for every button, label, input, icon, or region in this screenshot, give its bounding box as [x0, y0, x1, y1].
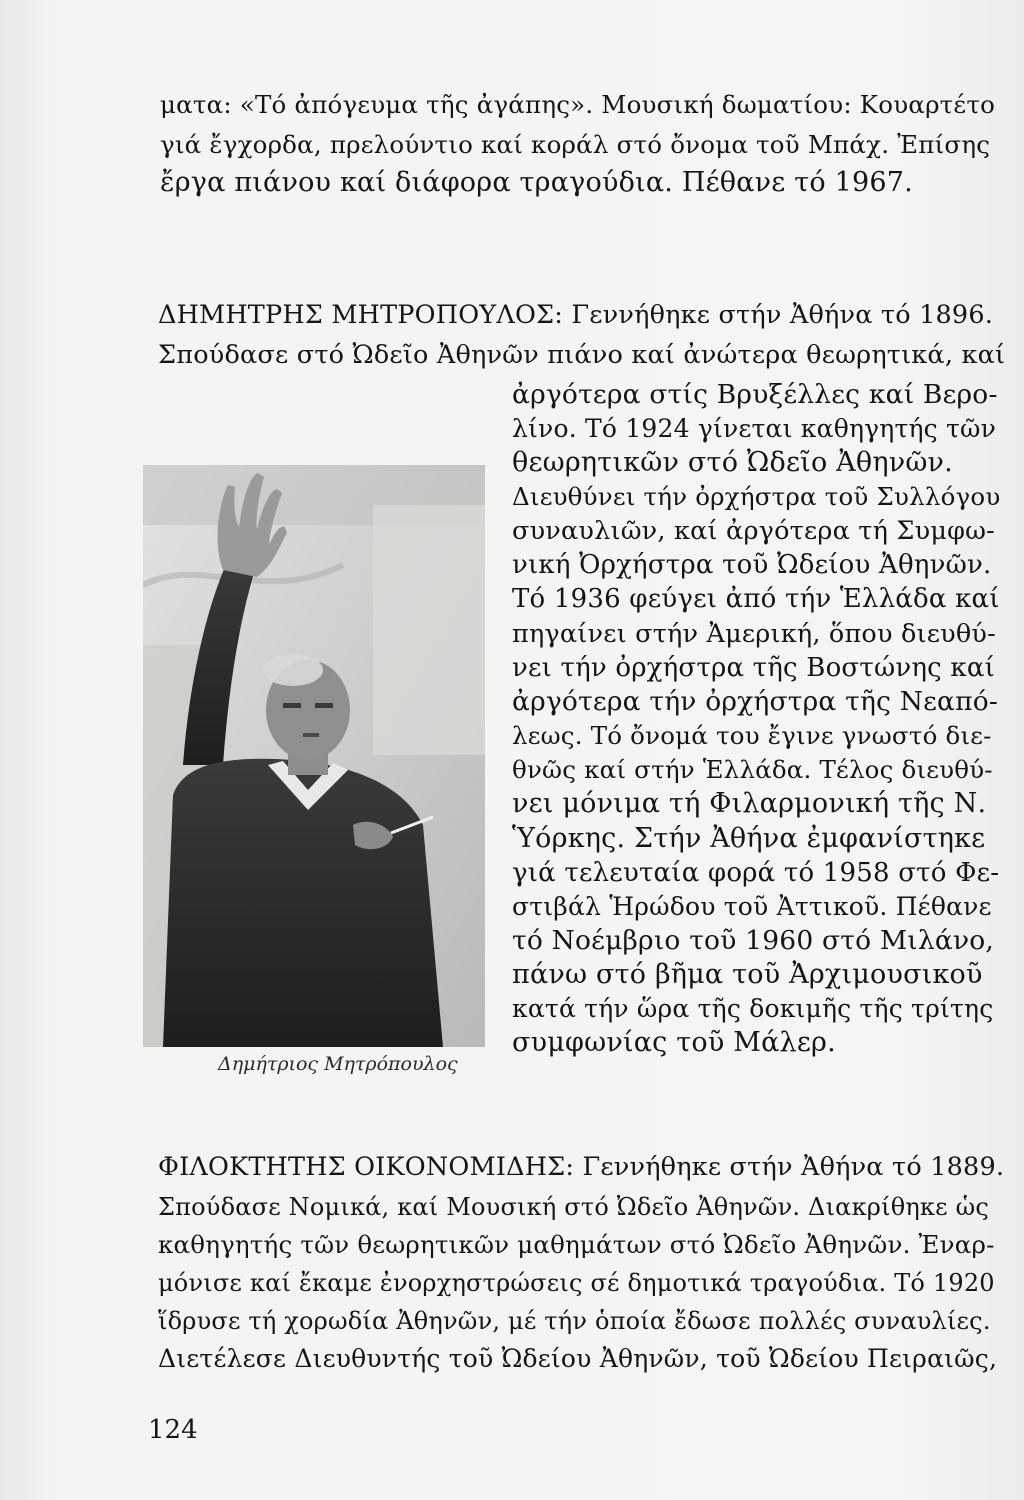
- mitropoulos-col-line: τό Νοέμβριο τοῦ 1960 στό Μιλάνο,: [512, 925, 995, 956]
- intro-line-1: ματα: «Τό ἀπόγευμα τῆς ἀγάπης». Μουσική δωματίου: Κουαρτέτο: [160, 90, 996, 119]
- intro-line-3: ἔργα πιάνου καί διάφορα τραγούδια. Πέθανε τό 1967.: [160, 167, 913, 198]
- oikonomidis-line: καθηγητής τῶν θεωρητικῶν μαθημάτων στό Ὠδεῖο Ἀθηνῶν. Ἐναρ-: [158, 1230, 995, 1259]
- mitropoulos-col-line: συναυλιῶν, καί ἀργότερα τή Συμφω-: [512, 516, 995, 546]
- page-number: 124: [148, 1415, 198, 1445]
- mitropoulos-col-line: λεως. Τό ὄνομά του ἔγινε γνωστό διε-: [512, 721, 992, 750]
- oikonomidis-line: Διετέλεσε Διευθυντής τοῦ Ὠδείου Ἀθηνῶν, τοῦ Ὠδείου Πειραιῶς,: [158, 1344, 998, 1373]
- mitropoulos-col-line: πάνω στό βῆμα τοῦ Ἀρχιμουσικοῦ: [512, 959, 983, 990]
- mitropoulos-col-line: νει μόνιμα τή Φιλαρμονική τῆς Ν.: [512, 788, 987, 819]
- mitropoulos-col-line: γιά τελευταία φορά τό 1958 στό Φε-: [512, 858, 1000, 888]
- mitropoulos-heading-line: ΔΗΜΗΤΡΗΣ ΜΗΤΡΟΠΟΥΛΟΣ: Γεννήθηκε στήν Ἀθήνα τό 1896.: [158, 300, 994, 330]
- intro-line-2: γιά ἔγχορδα, πρελούντιο καί κοράλ στό ὄνομα τοῦ Μπάχ. Ἐπίσης: [160, 130, 991, 159]
- mitropoulos-col-line: πηγαίνει στήν Ἀμερική, ὅπου διευθύ-: [512, 619, 996, 649]
- oikonomidis-line: μόνισε καί ἔκαμε ἐνορχηστρώσεις σέ δημοτικά τραγούδια. Τό 1920: [158, 1269, 995, 1297]
- mitropoulos-col-line: θεωρητικῶν στό Ὠδεῖο Ἀθηνῶν.: [512, 447, 953, 478]
- mitropoulos-col-line: λίνο. Τό 1924 γίνεται καθηγητής τῶν: [512, 414, 997, 443]
- mitropoulos-col-line: συμφωνίας τοῦ Μάλερ.: [512, 1027, 836, 1058]
- mitropoulos-photo: [143, 465, 485, 1047]
- mitropoulos-col-line: ἀργότερα τήν ὀρχήστρα τῆς Νεαπό-: [512, 686, 999, 717]
- mitropoulos-col-line: Διευθύνει τήν ὀρχήστρα τοῦ Συλλόγου: [512, 482, 1001, 511]
- mitropoulos-col-line: νει τήν ὀρχήστρα τῆς Βοστώνης καί: [512, 653, 995, 683]
- mitropoulos-col-line: νική Ὀρχήστρα τοῦ Ὠδείου Ἀθηνῶν.: [512, 550, 992, 580]
- mitropoulos-col-line: ἀργότερα στίς Βρυξέλλες καί Βερο-: [512, 379, 998, 410]
- mitropoulos-col-line: στιβάλ Ἡρώδου τοῦ Ἀττικοῦ. Πέθανε: [512, 892, 992, 921]
- oikonomidis-line: ἵδρυσε τή χορωδία Ἀθηνῶν, μέ τήν ὁποία ἔδωσε πολλές συναυλίες.: [158, 1307, 991, 1335]
- oikonomidis-line: Σπούδασε Νομικά, καί Μουσική στό Ὠδεῖο Ἀθηνῶν. Διακρίθηκε ὡς: [158, 1193, 990, 1221]
- mitropoulos-line-2: Σπούδασε στό Ὠδεῖο Ἀθηνῶν πιάνο καί ἀνώτερα θεωρητικά, καί: [158, 340, 1006, 370]
- mitropoulos-col-line: Τό 1936 φεύγει ἀπό τήν Ἑλλάδα καί: [512, 584, 1000, 614]
- mitropoulos-col-line: κατά τήν ὥρα τῆς δοκιμῆς τῆς τρίτης: [512, 994, 994, 1023]
- mitropoulos-col-line: Ὑόρκης. Στήν Ἀθήνα ἐμφανίστηκε: [512, 823, 986, 854]
- mitropoulos-col-line: θνῶς καί στήν Ἑλλάδα. Τέλος διευθύ-: [512, 755, 993, 784]
- photo-caption: Δημήτριος Μητρόπουλος: [218, 1053, 458, 1075]
- oikonomidis-heading-line: ΦΙΛΟΚΤΗΤΗΣ ΟΙΚΟΝΟΜΙΔΗΣ: Γεννήθηκε στήν Ἀθήνα τό 1889.: [158, 1152, 1005, 1182]
